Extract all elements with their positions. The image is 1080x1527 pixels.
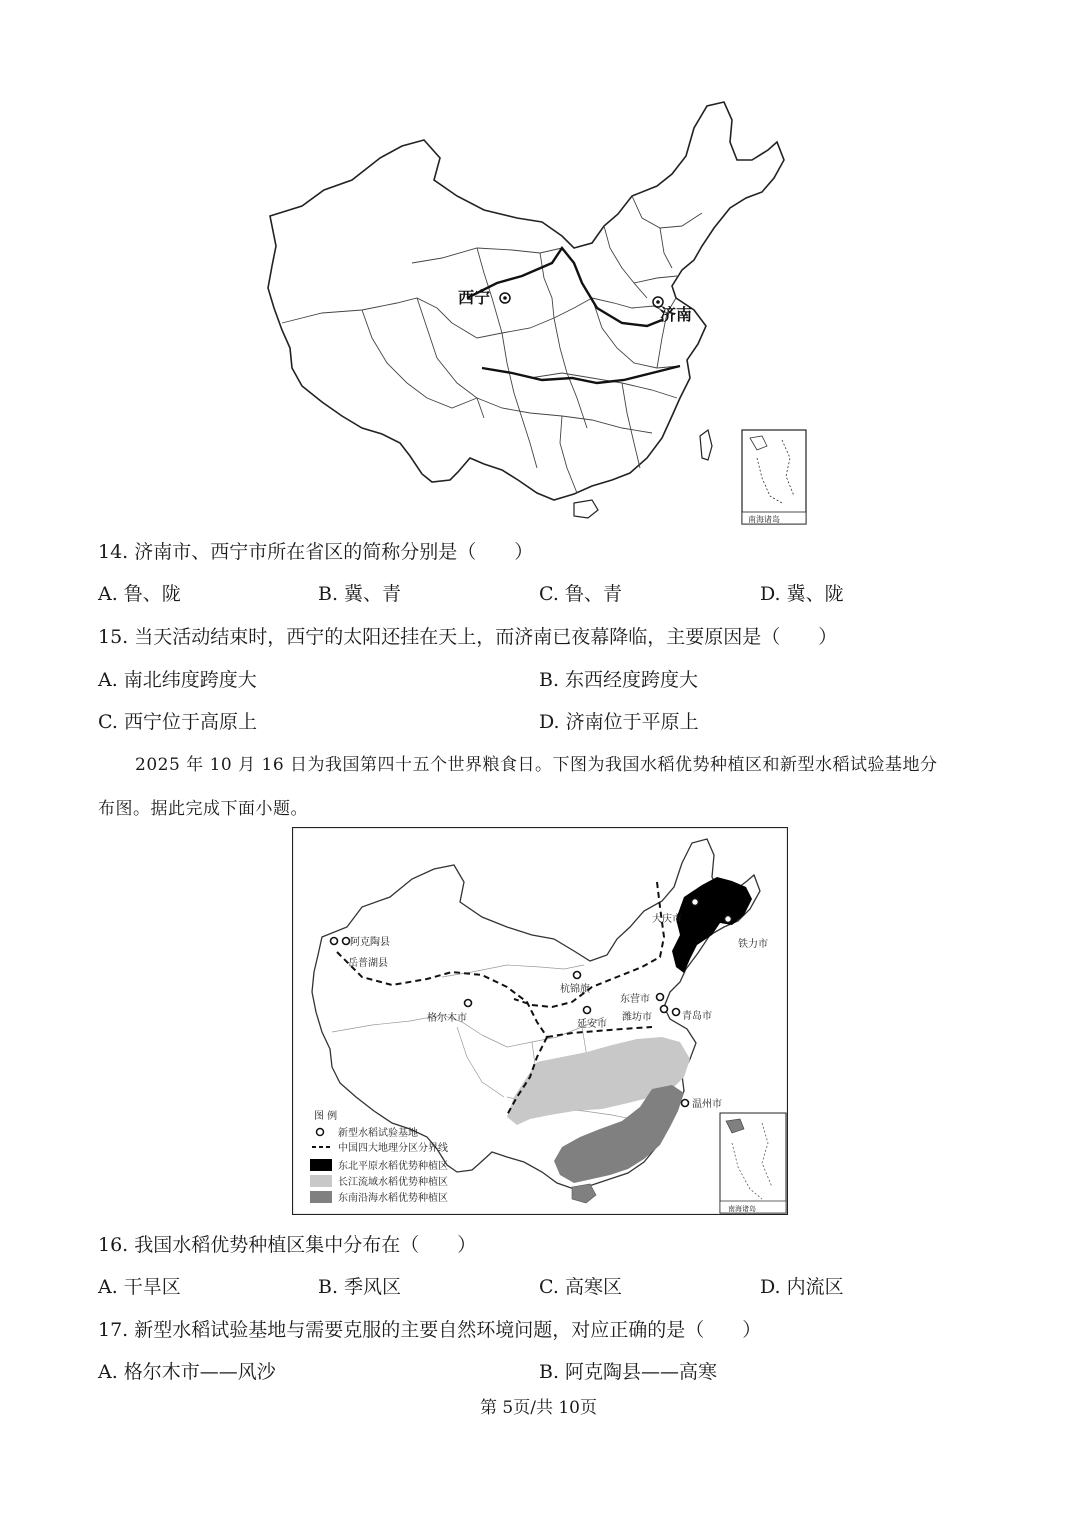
golmud-marker (465, 1000, 472, 1007)
inset-label: 南海诸岛 (748, 515, 780, 524)
rice-distribution-map (292, 827, 788, 1215)
dongying-label: 东营市 (620, 994, 650, 1005)
legend-item-yangtze: 长江流域水稻优势种植区 (338, 1177, 448, 1188)
qingdao-marker (673, 1009, 680, 1016)
question-15-stem: 15. 当天活动结束时，西宁的太阳还挂在天上，而济南已夜幕降临，主要原因是（ ） (98, 626, 838, 648)
question-17-stem: 17. 新型水稻试验基地与需要克服的主要自然环境问题，对应正确的是（ ） (98, 1319, 762, 1341)
q16-option-a[interactable]: A. 干旱区 (98, 1276, 181, 1298)
xining-label: 西宁 (458, 288, 491, 307)
yanan-label: 延安市 (577, 1019, 607, 1030)
dongying-marker (657, 994, 664, 1001)
hainan-island (574, 500, 598, 518)
q17-option-b[interactable]: B. 阿克陶县——高寒 (539, 1361, 718, 1383)
legend-item-northeast: 东北平原水稻优势种植区 (338, 1161, 448, 1172)
daqing-label: 大庆市 (652, 914, 682, 925)
hangjinqi-label: 杭锦旗 (560, 984, 590, 995)
weifang-marker (661, 1006, 668, 1013)
wenzhou-marker (682, 1100, 689, 1107)
page-footer: 第 5页/共 10页 (480, 1398, 597, 1418)
q16-option-b[interactable]: B. 季风区 (318, 1276, 402, 1298)
passage-line-2: 布图。据此完成下面小题。 (98, 799, 308, 819)
china-outline (268, 102, 784, 500)
aketao-label: 阿克陶县 (350, 937, 390, 948)
q15-option-b[interactable]: B. 东西经度跨度大 (539, 669, 699, 691)
weifang-label: 潍坊市 (622, 1012, 652, 1023)
q15-option-c[interactable]: C. 西宁位于高原上 (98, 711, 257, 733)
legend-base-icon (317, 1129, 324, 1136)
china-province-map (262, 98, 812, 528)
wenzhou-label: 温州市 (692, 1099, 722, 1110)
map2-inset-label: 南海诸岛 (728, 1205, 756, 1213)
legend-item-southeast: 东南沿海水稻优势种植区 (338, 1193, 448, 1204)
qingdao-label: 青岛市 (682, 1011, 712, 1022)
q14-option-b[interactable]: B. 冀、青 (318, 583, 402, 605)
q16-option-d[interactable]: D. 内流区 (760, 1276, 844, 1298)
xining-marker-dot (503, 296, 507, 300)
q14-option-c[interactable]: C. 鲁、青 (539, 583, 622, 605)
q15-option-d[interactable]: D. 济南位于平原上 (539, 711, 699, 733)
q14-option-d[interactable]: D. 冀、陇 (760, 583, 844, 605)
q17-option-a[interactable]: A. 格尔木市——风沙 (98, 1361, 276, 1383)
jinan-label: 济南 (660, 305, 693, 324)
golmud-label: 格尔木市 (427, 1013, 467, 1024)
q16-option-c[interactable]: C. 高寒区 (539, 1276, 622, 1298)
taiwan-island (700, 430, 712, 460)
legend-item-division: 中国四大地理分区分界线 (338, 1143, 448, 1154)
tieli-marker (725, 916, 732, 923)
legend-item-base: 新型水稻试验基地 (338, 1128, 418, 1139)
question-14-stem: 14. 济南市、西宁市所在省区的简称分别是（ ） (98, 541, 534, 563)
yangtze-river-line (482, 366, 680, 383)
hangjinqi-marker (574, 972, 581, 979)
province-borders (282, 196, 702, 493)
legend-southeast-swatch (310, 1191, 332, 1203)
question-16-stem: 16. 我国水稻优势种植区集中分布在（ ） (98, 1234, 477, 1256)
yuepuhu-label: 岳普湖县 (348, 958, 388, 969)
legend-yangtze-swatch (310, 1175, 332, 1187)
jinan-marker-dot (656, 300, 660, 304)
south-china-sea-inset (742, 430, 806, 524)
yuepuhu-marker (343, 938, 350, 945)
legend-northeast-swatch (310, 1159, 332, 1171)
passage-line-1: 2025 年 10 月 16 日为我国第四十五个世界粮食日。下图为我国水稻优势种植区和新型水稻试验基地分 (135, 755, 938, 775)
tieli-label: 铁力市 (738, 939, 768, 950)
yanan-marker (584, 1007, 591, 1014)
q15-option-a[interactable]: A. 南北纬度跨度大 (98, 669, 257, 691)
q14-option-a[interactable]: A. 鲁、陇 (98, 583, 181, 605)
legend-title: 图 例 (314, 1111, 338, 1122)
aketao-marker (331, 938, 338, 945)
map2-inset (720, 1113, 786, 1213)
daqing-marker (692, 899, 699, 906)
